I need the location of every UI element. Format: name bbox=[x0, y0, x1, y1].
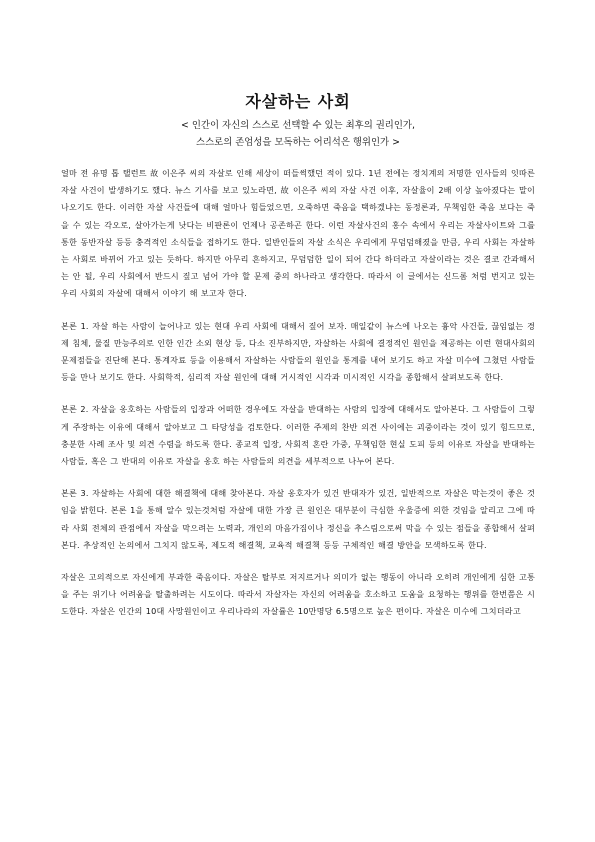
document-body bbox=[61, 165, 535, 621]
body-paragraph-1: 본론 1. 자살 하는 사람이 늘어나고 있는 현대 우리 사회에 대해서 짚어 보자. 매일같이 뉴스에 나오는 흉악 사건들, 끊임없는 경제 침체, 물질 만능주의로 인한 인간 소외 현상 등, 다소 진부하지만, 자살하는 사회에 결정적인 원인을 제공하는 이런 현대사회의 문제점들을 진단해 본다. 통계자료 등을 이용해서 자살하는 사람들의 원인을 통계를 내어 보기도 하고 자살 미수에 그쳤던 사람들 등을 만나 보기도 한다. 사회학적, 심리적 자살 원인에 대해 거시적인 시각과 미시적인 시각을 종합해서 살펴보도록 한다. bbox=[61, 320, 535, 383]
body-paragraph-2: 본론 2. 자살을 옹호하는 사람들의 입장과 어떠한 경우에도 자살을 반대하는 사람의 입장에 대해서도 알아본다. 그 사람들이 그렇게 주장하는 이유에 대해서 알아보고 그 타당성을 검토한다. 이러한 주제의 찬반 의견 사이에는 괴중이라는 것이 있기 힘드므로, 충분한 사례 조사 및 의견 수렴을 하도록 한다. 종교적 입장, 사회적 혼란 가중, 무책임한 현실 도피 등의 이유로 자살을 반대하는 사람들, 혹은 그 반대의 이유로 자살을 옹호 하는 사람들의 의견을 세부적으로 나누어 본다. bbox=[61, 404, 535, 467]
body-paragraph-3: 본론 3. 자살하는 사회에 대한 해결책에 대해 찾아본다. 자살 옹호자가 있건 반대자가 있건, 일반적으로 자살은 막는것이 좋은 것임을 밝힌다. 본론 1을 통해 알수 있는것처럼 자살에 대한 가장 큰 원인은 대부분이 극심한 우울증에 의한 것임을 알리고 그에 따라 사회 전체의 관점에서 자살을 막으려는 노력과, 개인의 마음가짐이나 정신을 추스림으로써 막을 수 있는 점들을 종합해서 살펴본다. 추상적인 논의에서 그치지 않도록, 제도적 해결책, 교육적 해결책 등등 구체적인 해결 방안을 모색하도록 한다. bbox=[61, 488, 535, 550]
document-subtitle bbox=[61, 117, 535, 151]
document-title: 자살하는 사회 bbox=[245, 92, 351, 111]
closing-paragraph: 자살은 고의적으로 자신에게 부과한 죽음이다. 자살은 탈부로 저지르거나 의미가 없는 행동이 아니라 오히려 개인에게 심한 고통을 주는 위기나 어려움을 탈출하려는 시도이다. 따라서 자살자는 자신의 어려움을 호소하고 도움을 요청하는 행위를 한번쯤은 시도한다. 자살은 인간의 10대 사망원인이고 우리나라의 자살률은 10만명당 6.5명으로 높은 편이다. 자살은 미수에 그치더라고 bbox=[61, 572, 535, 617]
intro-paragraph: 얼마 전 유명 톱 탤런트 故 이은주 씨의 자살로 인해 세상이 떠들썩했던 적이 있다. 1년 전에는 정치계의 저명한 인사들의 잇따른 자살 사건이 발생하기도 했다. 뉴스 기사를 보고 있노라면, 故 이은주 씨의 자살 사건 이후, 자살율이 2배 이상 높아졌다는 말이 나오기도 한다. 이러한 자살 사건들에 대해 얼마나 힘들었으면, 오죽하면 죽음을 택하겠냐는 동정론과, 무책임한 죽음 보다는 죽을 수 있는 각오로, 살아가는게 낫다는 비판론이 언제나 공존하곤 한다. 이런 자살사건의 홍수 속에서 우리는 자살사이트와 그를 통한 동반자살 등등 충격적인 소식들을 접하기도 한다. 일반인들의 자살 소식은 우리에게 무덤덤해졌을 만큼, 우리 사회는 자살하는 사회로 바뀌어 가고 있는 듯하다. 하지만 아무리 흔하지고, 무덤덤한 일이 되어 간다 하더라고 자살이라는 것은 결코 간과해서는 안 될, 우리 사회에서 반드시 짚고 넘어 가야 할 문제 중의 하나라고 생각한다. 따라서 이 글에서는 신드롬 처럼 번지고 있는 우리 사회의 자살에 대해서 이야기 해 보고자 한다. bbox=[61, 168, 535, 299]
subtitle-line: < 인간이 자신의 스스로 선택할 수 있는 최후의 권리인가, bbox=[181, 120, 415, 131]
subtitle-line: 스스로의 존엄성을 모독하는 어리석은 행위인가 > bbox=[196, 137, 400, 148]
